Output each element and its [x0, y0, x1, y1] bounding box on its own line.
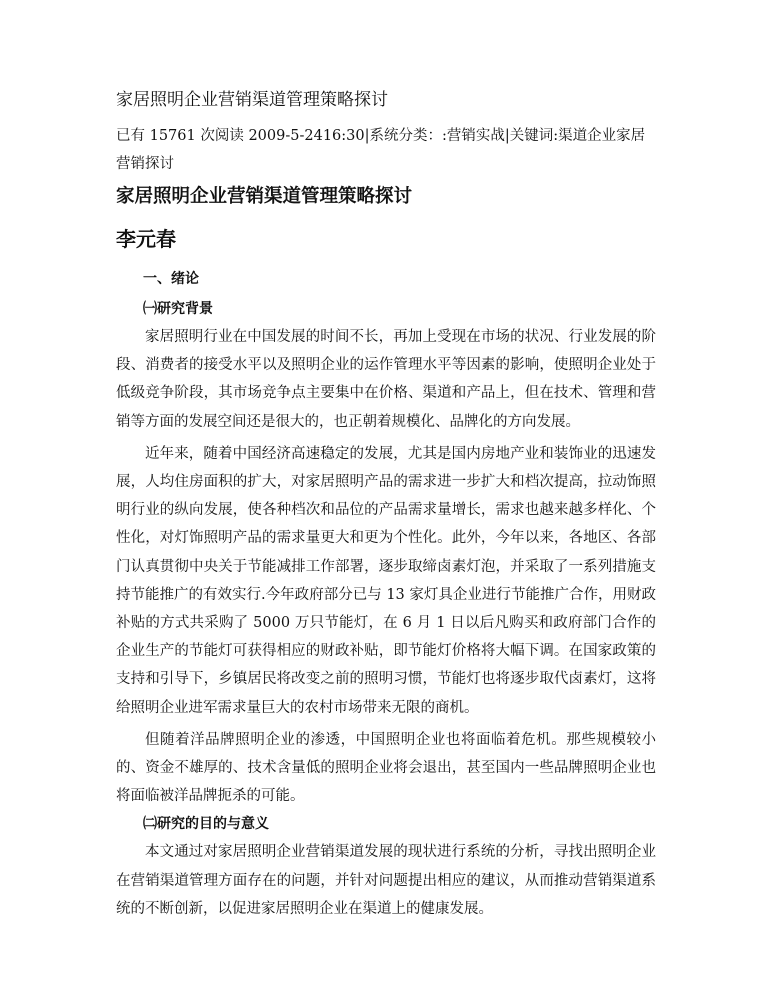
article-title: 家居照明企业营销渠道管理策略探讨: [116, 186, 413, 207]
section-heading-introduction: 一、绪论: [143, 271, 199, 287]
paragraph-background-3: 但随着洋品牌照明企业的渗透，中国照明企业也将面临着危机。那些规模较小的、资金不雄厚的、技术含量低的照明企业将会退出，甚至国内一些品牌照明企业也将面临被洋品牌扼杀的可能。: [116, 731, 656, 805]
paragraph-background-1: 家居照明行业在中国发展的时间不长，再加上受现在市场的状况、行业发展的阶段、消费者的接受水平以及照明企业的运作管理水平等因素的影响，使照明企业处于低级竞争阶段，其市场竞争点主要集中在价格、渠道和产品上，但在技术、管理和营销等方面的发展空间还是很大的，也正朝着规模化、品牌化的方向发展。: [116, 329, 656, 430]
paragraph-purpose: 本文通过对家居照明企业营销渠道发展的现状进行系统的分析，寻找出照明企业在营销渠道管理方面存在的问题，并针对问题提出相应的建议，从而推动营销渠道系统的不断创新，以促进家居照明企业在渠道上的健康发展。: [116, 844, 656, 917]
document-page: [116, 88, 656, 923]
page-header-title: 家居照明企业营销渠道管理策略探讨: [116, 90, 388, 110]
subsection-heading-background: ㈠研究背景: [143, 301, 213, 317]
article-meta-line: 已有 15761 次阅读 2009-5-2416:30|系统分类：:营销实战|关键词:渠道企业家居营销探讨: [116, 128, 646, 172]
subsection-heading-purpose: ㈡研究的目的与意义: [143, 816, 269, 833]
article-author: 李元春: [116, 227, 176, 251]
paragraph-background-2: 近年来，随着中国经济高速稳定的发展，尤其是国内房地产业和装饰业的迅速发展，人均住房面积的扩大，对家居照明产品的需求进一步扩大和档次提高，拉动饰照明行业的纵向发展，使各种档次和品位的产品需求量增长，需求也越来越多样化、个性化，对灯饰照明产品的需求量更大和更为个性化。此外，今年以来，各地区、各部门认真贯彻中央关于节能减排工作部署，逐步取缔卤素灯泡，并采取了一系列措施支持节能推广的有效实行.今年政府部分已与 13 家灯具企业进行节能推广合作，用财政补贴的方式共采购了 5000 万只节能灯，在 6 月 1 日以后凡购买和政府部门合作的企业生产的节能灯可获得相应的财政补贴，即节能灯价格将大幅下调。在国家政策的支持和引导下，乡镇居民将改变之前的照明习惯，节能灯也将逐步取代卤素灯，这将给照明企业进军需求量巨大的农村市场带来无限的商机。: [116, 445, 656, 716]
